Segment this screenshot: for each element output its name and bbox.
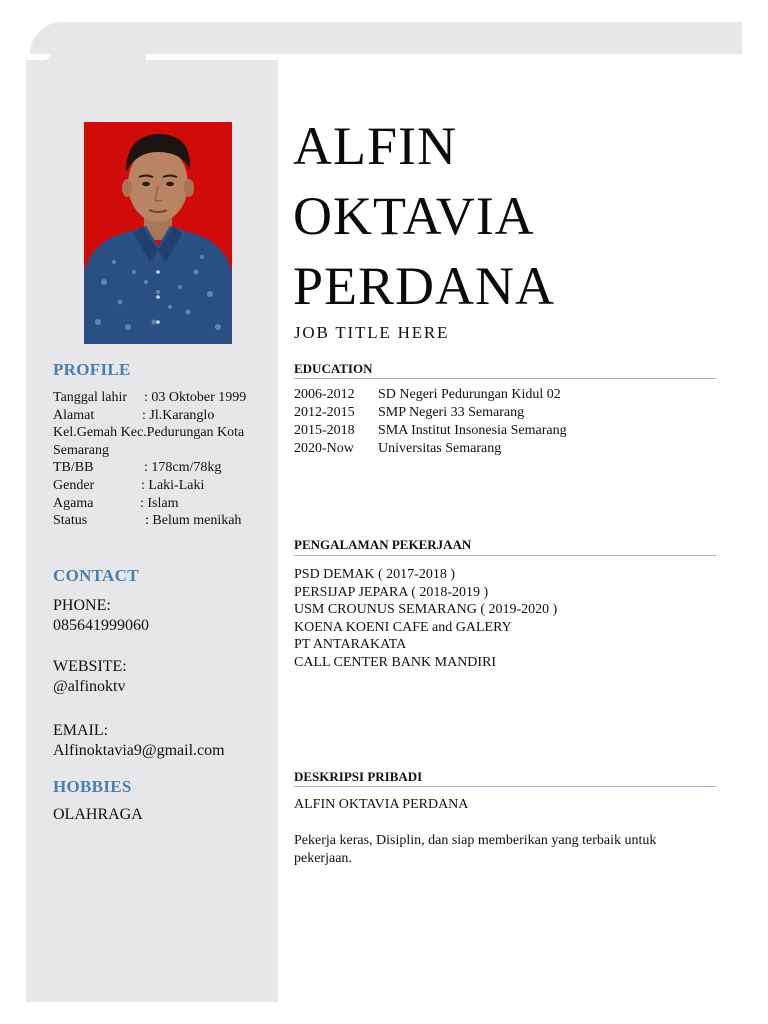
profile-value: : 178cm/78kg: [144, 460, 222, 476]
profile-row-address-cont: [53, 424, 268, 459]
education-school: SMA Institut Insonesia Semarang: [378, 423, 567, 438]
website-value[interactable]: @alfinoktv: [53, 678, 126, 695]
experience-item: USM CROUNUS SEMARANG ( 2019-2020 ): [294, 602, 558, 618]
name-line-first: ALFIN: [293, 116, 457, 176]
profile-row-birthdate: [53, 389, 268, 407]
hobby-item: OLAHRAGA: [53, 806, 143, 823]
hobbies-heading: HOBBIES: [53, 777, 132, 796]
description-divider: [294, 786, 716, 787]
profile-row-gender: [53, 477, 268, 495]
name-line-middle: OKTAVIA: [293, 186, 535, 246]
contact-heading: CONTACT: [53, 566, 139, 585]
profile-value: : Belum menikah: [145, 513, 242, 529]
experience-item: PSD DEMAK ( 2017-2018 ): [294, 567, 455, 582]
profile-row-religion: [53, 495, 268, 513]
education-divider: [294, 378, 716, 379]
experience-item: PT ANTARAKATA: [294, 637, 407, 653]
description-text: Pekerja keras, Disiplin, dan siap memberikan yang terbaik untuk pekerjaan.: [294, 833, 657, 866]
education-years: 2006-2012: [294, 387, 355, 402]
contact-website: [53, 657, 127, 697]
education-years: 2015-2018: [294, 423, 355, 438]
email-value[interactable]: Alfinoktavia9@gmail.com: [53, 742, 225, 759]
person-illustration: [84, 122, 232, 344]
profile-details: [53, 389, 268, 530]
profile-value: : Islam: [140, 495, 179, 511]
profile-photo: [84, 122, 232, 344]
education-years: 2012-2015: [294, 405, 355, 420]
profile-address-continued: Kel.Gemah Kec.Pedurungan Kota Semarang: [53, 425, 245, 458]
contact-email: [53, 721, 225, 761]
experience-divider: [294, 555, 716, 556]
education-heading: EDUCATION: [294, 361, 373, 376]
profile-value: : Laki-Laki: [141, 477, 205, 493]
profile-key: Alamat: [53, 407, 95, 423]
profile-key: Agama: [53, 495, 94, 511]
profile-row-address: [53, 407, 268, 425]
profile-value: : 03 Oktober 1999: [144, 390, 247, 405]
profile-row-status: [53, 512, 268, 530]
profile-key: Gender: [53, 477, 95, 493]
experience-list: [294, 566, 557, 672]
description-heading: DESKRIPSI PRIBADI: [294, 769, 423, 784]
experience-item: CALL CENTER BANK MANDIRI: [294, 654, 497, 670]
education-years: 2020-Now: [294, 441, 354, 456]
education-school: Universitas Semarang: [378, 441, 502, 456]
experience-heading: PENGALAMAN PEKERJAAN: [294, 537, 472, 552]
profile-value: : Jl.Karanglo: [142, 407, 215, 423]
profile-key: Status: [53, 513, 88, 529]
phone-value[interactable]: 085641999060: [53, 617, 149, 634]
website-label: WEBSITE:: [53, 658, 127, 675]
email-label: EMAIL:: [53, 722, 109, 739]
phone-label: PHONE:: [53, 597, 111, 614]
education-school: SMP Negeri 33 Semarang: [378, 405, 525, 420]
experience-item: PERSIJAP JEPARA ( 2018-2019 ): [294, 584, 489, 600]
contact-phone: [53, 596, 149, 636]
profile-heading: PROFILE: [53, 360, 131, 379]
profile-key: Tanggal lahir: [53, 390, 128, 405]
profile-row-height-weight: [53, 459, 268, 477]
job-title: JOB TITLE HERE: [294, 323, 450, 342]
name-line-last: PERDANA: [293, 256, 556, 316]
description-name: ALFIN OKTAVIA PERDANA: [294, 797, 469, 812]
education-school: SD Negeri Pedurungan Kidul 02: [378, 387, 561, 402]
profile-key: TB/BB: [53, 460, 94, 476]
experience-item: KOENA KOENI CAFE and GALERY: [294, 619, 512, 635]
